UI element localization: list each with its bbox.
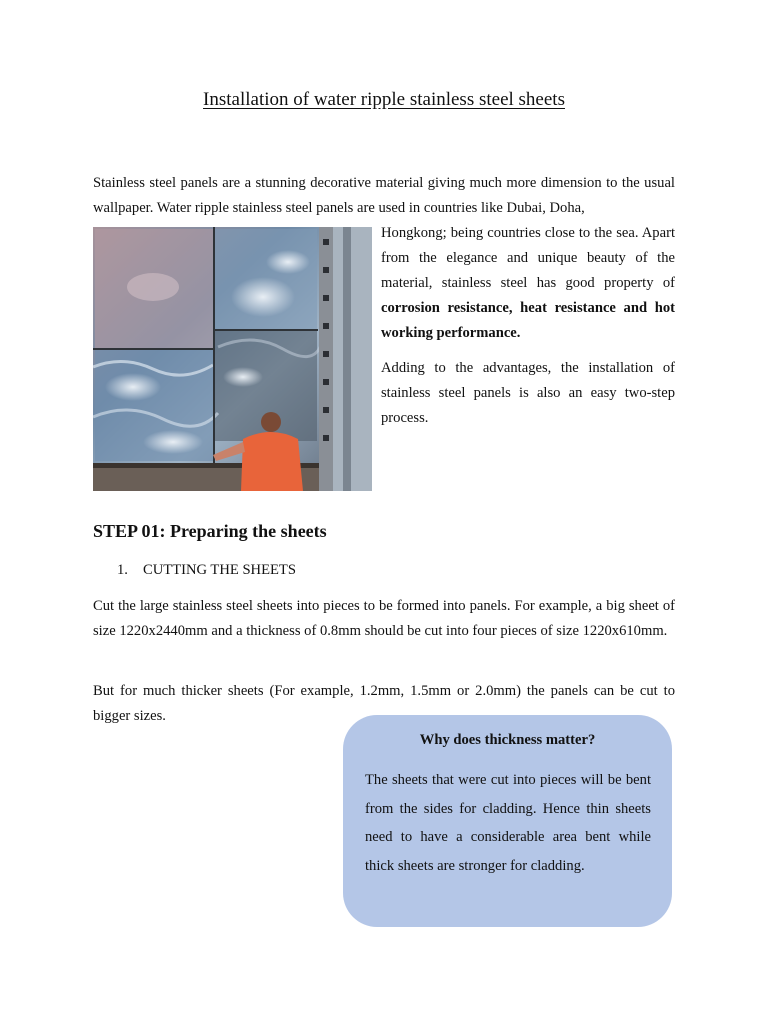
photo-illustration [93, 227, 372, 491]
intro-paragraph: Stainless steel panels are a stunning decorative material giving much more dimension to the usual wallpaper. Water ripple stainless steel panels are used in countries like Dubai, Doha, [93, 175, 675, 216]
thick-sheets-paragraph: But for much thicker sheets (For example, 1.2mm, 1.5mm or 2.0mm) the panels can be cut to bigger sizes. [93, 683, 675, 724]
cut-paragraph: Cut the large stainless steel sheets into pieces to be formed into panels. For example, a big sheet of size 1220x2440mm and a thickness of 0.8mm should be cut into four pieces of size 1220x610mm. [93, 598, 675, 639]
callout-title: Why does thickness matter? [419, 732, 596, 748]
step-heading: STEP 01: Preparing the sheets [93, 521, 327, 541]
steel-panel-installation-photo [93, 227, 372, 491]
thickness-callout-box [343, 715, 672, 927]
callout-body: The sheets that were cut into pieces will be bent from the sides for cladding. Hence thin sheets need to have a considerable area bent while thick sheets are stronger for cladding. [365, 772, 651, 874]
side-paragraph-bold-text: corrosion resistance, heat resistance and hot working performance. [381, 300, 675, 341]
document-title: Installation of water ripple stainless steel sheets [203, 89, 565, 110]
side-paragraph-properties [381, 221, 675, 346]
side-paragraph-text: Hongkong; being countries close to the sea. Apart from the elegance and unique beauty of the material, stainless steel has good property of [381, 225, 675, 291]
list-item-text: CUTTING THE SHEETS [143, 562, 296, 578]
side-paragraph-advantages: Adding to the advantages, the installation of stainless steel panels is also an easy two-step process. [381, 360, 675, 426]
list-item-number: 1. [117, 562, 128, 578]
list-item [117, 562, 296, 579]
